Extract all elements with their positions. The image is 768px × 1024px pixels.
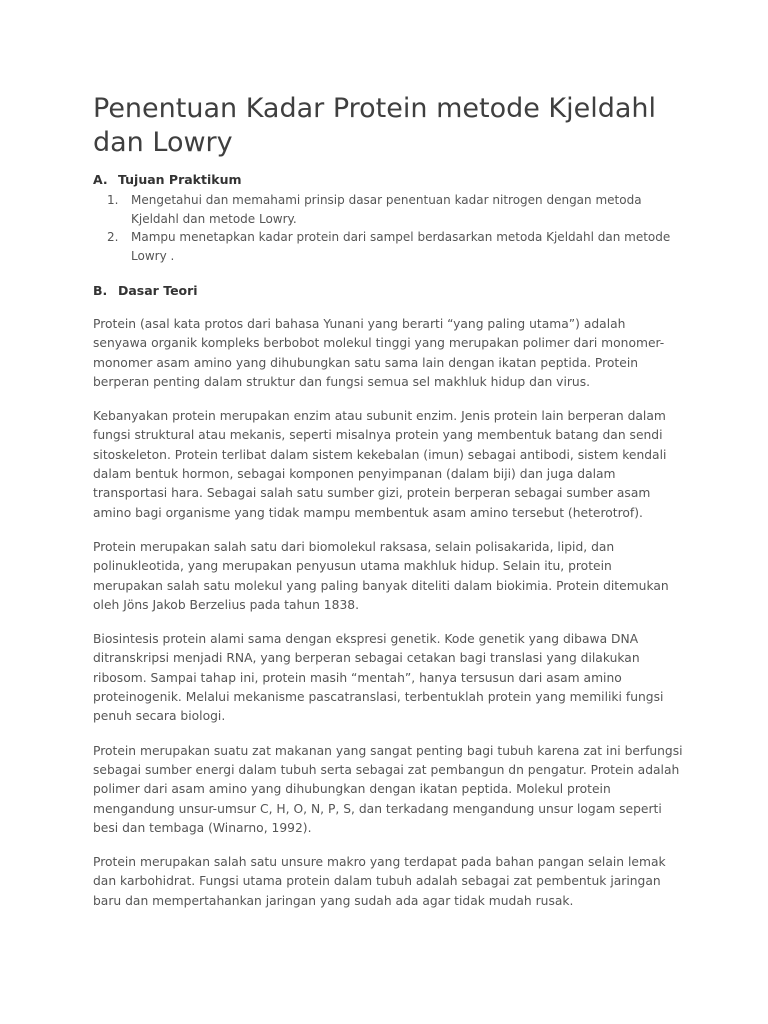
list-item-number: 1. bbox=[107, 193, 119, 207]
body-paragraph: Protein merupakan salah satu unsure makro yang terdapat pada bahan pangan selain lemak dan karbohidrat. Fungsi utama protein dalam tubuh adalah sebagai zat pembentuk jaringan baru dan mempertahankan jaringan yang sudah ada agar tidak mudah rusak. bbox=[93, 855, 666, 908]
section-heading-text: Dasar Teori bbox=[118, 283, 198, 298]
body-paragraph: Protein merupakan suatu zat makanan yang sangat penting bagi tubuh karena zat ini berfungsi sebagai sumber energi dalam tubuh serta sebagai zat pembangun dn pengatur. Protein adalah polimer dari asam amino yang dihubungkan dengan ikatan peptida. Molekul protein mengandung unsur-umsur C, H, O, N, P, S, dan terkadang mengandung unsur logam seperti besi dan tembaga (Winarno, 1992). bbox=[93, 743, 683, 835]
section-heading-dasar-teori bbox=[93, 282, 683, 300]
theory-body bbox=[93, 315, 683, 911]
section-heading-tujuan-praktikum bbox=[93, 171, 683, 189]
list-item bbox=[93, 228, 683, 265]
section-letter: A. bbox=[93, 172, 108, 187]
document-title: Penentuan Kadar Protein metode Kjeldahl dan Lowry bbox=[93, 93, 657, 158]
section-heading-text: Tujuan Praktikum bbox=[118, 172, 242, 187]
list-item-text: Mengetahui dan memahami prinsip dasar penentuan kadar nitrogen dengan metoda Kjeldahl dan metode Lowry. bbox=[131, 193, 642, 226]
document-page bbox=[93, 92, 683, 911]
body-paragraph: Biosintesis protein alami sama dengan ekspresi genetik. Kode genetik yang dibawa DNA ditranskripsi menjadi RNA, yang berperan sebagai cetakan bagi translasi yang dilakukan ribosom. Sampai tahap ini, protein masih “mentah”, hanya tersusun dari asam amino proteinogenik. Melalui mekanisme pascatranslasi, terbentuklah protein yang memiliki fungsi penuh secara biologi. bbox=[93, 632, 664, 724]
body-paragraph: Kebanyakan protein merupakan enzim atau subunit enzim. Jenis protein lain berperan dalam fungsi struktural atau mekanis, seperti misalnya protein yang membentuk batang dan sendi sitoskeleton. Protein terlibat dalam sistem kekebalan (imun) sebagai antibodi, sistem kendali dalam bentuk hormon, sebagai komponen penyimpanan (dalam biji) dan juga dalam transportasi hara. Sebagai salah satu sumber gizi, protein berperan sebagai sumber asam amino bagi organisme yang tidak mampu membentuk asam amino tersebut (heterotrof). bbox=[93, 409, 667, 520]
list-item-number: 2. bbox=[107, 230, 119, 244]
list-item bbox=[93, 191, 683, 228]
list-item-text: Mampu menetapkan kadar protein dari sampel berdasarkan metoda Kjeldahl dan metode Lowry . bbox=[131, 230, 671, 263]
objectives-list bbox=[93, 191, 683, 265]
section-letter: B. bbox=[93, 283, 108, 298]
body-paragraph: Protein merupakan salah satu dari biomolekul raksasa, selain polisakarida, lipid, dan polinukleotida, yang merupakan penyusun utama makhluk hidup. Selain itu, protein merupakan salah satu molekul yang paling banyak diteliti dalam biokimia. Protein ditemukan oleh Jöns Jakob Berzelius pada tahun 1838. bbox=[93, 539, 669, 612]
body-paragraph: Protein (asal kata protos dari bahasa Yunani yang berarti “yang paling utama”) adalah senyawa organik kompleks berbobot molekul tinggi yang merupakan polimer dari monomer-monomer asam amino yang dihubungkan satu sama lain dengan ikatan peptida. Protein berperan penting dalam struktur dan fungsi semua sel makhluk hidup dan virus. bbox=[93, 317, 665, 389]
